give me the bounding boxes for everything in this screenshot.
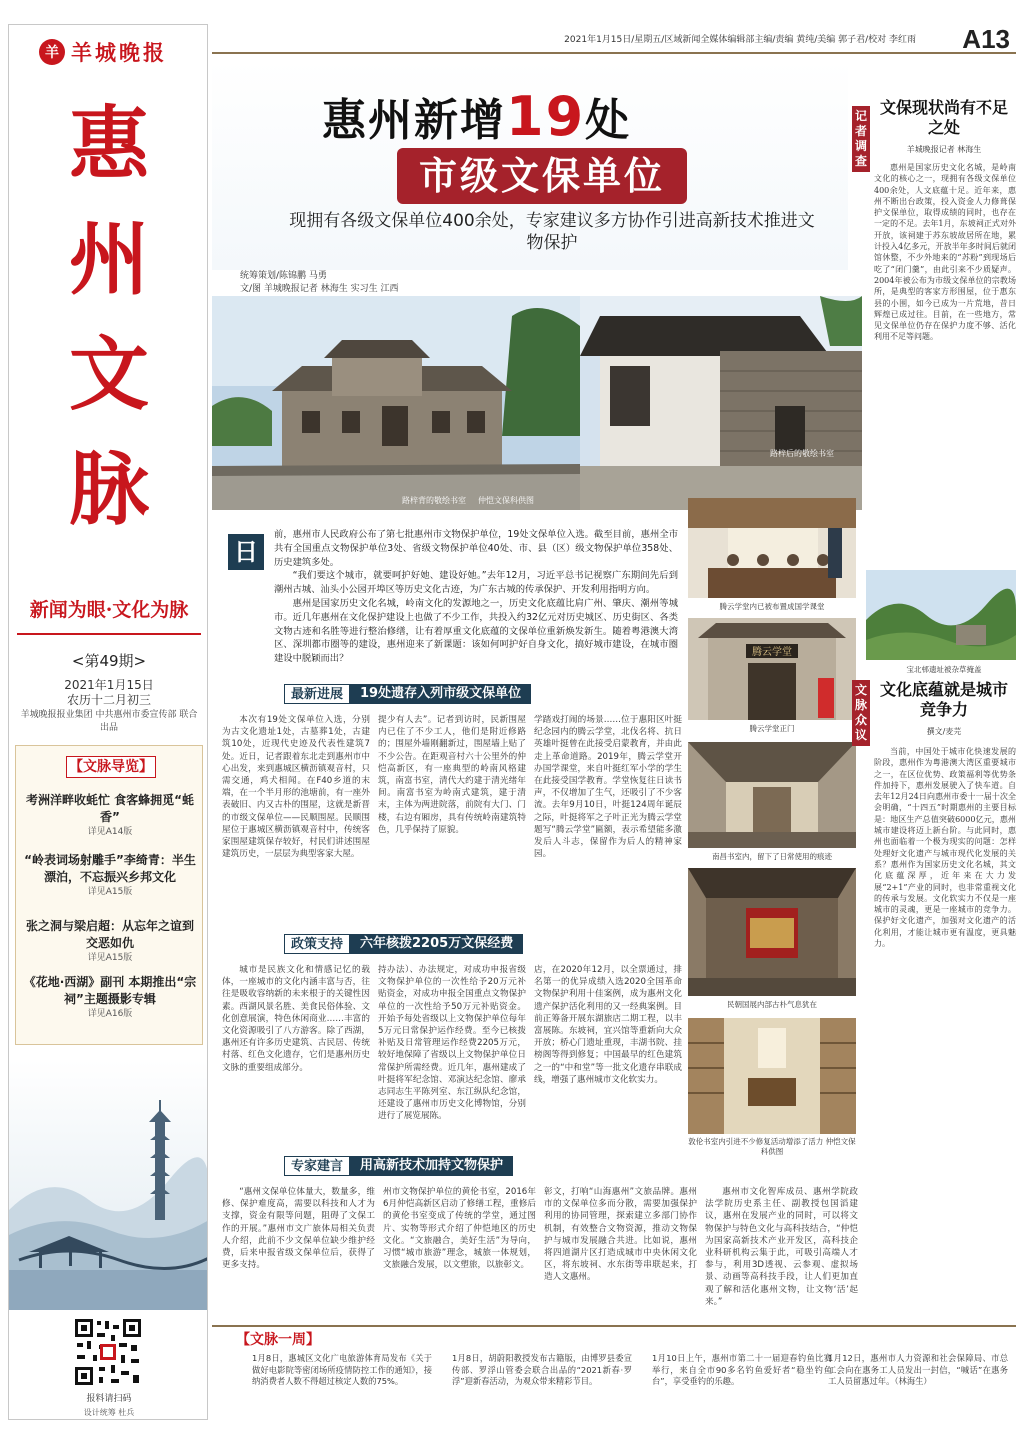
tag-char: 者 bbox=[854, 124, 867, 138]
tag-char: 记 bbox=[854, 109, 867, 123]
column-title-char: 州 bbox=[69, 212, 149, 306]
guide-item-title: 《花地·西湖》副刊 本期推出“宗祠”主题摄影专辑 bbox=[23, 975, 197, 1006]
divider bbox=[17, 633, 201, 635]
column-title-char: 惠 bbox=[69, 97, 149, 191]
tag-char: 众 bbox=[854, 713, 867, 727]
guide-item-title: “岭表词场射雕手”李绮青：半生漂泊，不忘振兴乡邦文化 bbox=[24, 853, 196, 884]
intro-paragraph: 惠州是国家历史文化名城，岭南文化的发源地之一，历史文化底蕴比肩广州、肇庆、潮州等城市。近几年惠州在文化保护建设上也做了不少工作，共投入约32亿元对历史城区、历史街区、各类文物古迹和名胜等进行整治修缮，让有着厚重文化底蕴的文保单位重新焕发新生。随着粤港澳大湾区、深圳都市圈等的建设，惠州迎来了新课题：该如何呵护好自身文化，搞好城市建设，在城市圈建设中脱颖而出？ bbox=[274, 597, 678, 665]
tag-cultural-discussion bbox=[852, 680, 870, 746]
photo-classroom bbox=[688, 498, 856, 598]
photo-caption: 南昌书室内，留下了日常使用的痕迹 bbox=[712, 852, 832, 861]
text-column: 城市是民族文化和情感记忆的载体，一座城市的文化内涵丰富与否，往往是吸收容纳新的未来根于的关键性因素。西湖风景名胜、美食民俗体验、文化创意展演，特色休闲商业……丰富的文化资源吸引了八方游客。除了西湖，惠州还有许多历史建筑、古民居、传统村落、红色文化遗存，它们是惠州历史文脉的重要组成部分。 bbox=[222, 965, 370, 1073]
tag-char: 调 bbox=[854, 139, 867, 153]
guide-item[interactable] bbox=[22, 918, 198, 965]
page-number: A13 bbox=[962, 24, 1010, 54]
guide-item[interactable] bbox=[22, 852, 198, 899]
section-title: 19处遗存入列市级文保单位 bbox=[350, 684, 531, 704]
week-item: 1月10日上午，惠州市第二十一届迎春钓鱼比赛举行，来自全市90多名钓鱼爱好者“稳坐钓鱼台”，享受垂钓的乐趣。 bbox=[652, 1353, 832, 1386]
designer-credit: 设计统筹 杜兵 bbox=[83, 1408, 135, 1417]
photo-caption: 腾云学堂内已被布置成国学课堂 bbox=[719, 602, 825, 611]
week-news-strip bbox=[212, 1325, 1016, 1421]
header-info: 2021年1月15日/星期五/区域新闻全媒体编辑部主编/责编 黄纯/美编 郭子君/校对 李红雨 bbox=[564, 35, 916, 45]
section-title: 六年核拨2205万文保经费 bbox=[350, 934, 523, 954]
guide-item-ref: 详见A15版 bbox=[87, 887, 133, 897]
subheadline: 现拥有各级文保单位400余处，专家建议多方协作引进高新技术推进文物保护 bbox=[289, 211, 815, 253]
section-tag: 政策支持 bbox=[284, 934, 350, 954]
photo-academy-gate bbox=[688, 618, 856, 720]
photo-caption: 路梓背的敬绘书室 bbox=[402, 496, 466, 505]
right-article-title: 文保现状尚有不足之处 bbox=[879, 98, 1008, 137]
text-column: 惠州市文化智库成员、惠州学院政法学院历史系主任、副教授包国滔建议，惠州在发展产业的同时，可以将文物保护与特色文化与高科技结合，“仲恺为国家高新技术产业开发区，高科技企业科研机构云集于此，可吸引高端人才参与，利用3D透视、云参观、虚拟场景、动画等高科技手段，让人们更加直观了解和活化惠州文物，让文物‘活’起来。” bbox=[705, 1187, 858, 1307]
photo-caption: 敦伦书室内引进不少修复活动增添了活力 仲恺文保科供图 bbox=[688, 1137, 856, 1156]
section-header bbox=[284, 1156, 513, 1176]
right-article-text: 惠州是国家历史文化名城，是岭南文化的核心之一，现拥有各级文保单位400余处，人文底蕴十足。近年来，惠州不断出台政策，投入资金人力修葺保护文保单位，取得成绩的同时，也存在一定的不足。去年1月，东坡祠正式对外开放，该祠建于苏东坡故居所在地，累计投入4亿多元，开放半年多时间后就闭馆休整，不少外地来的“苏粉”到现场后吃了“闭门羹”，由此引来不少质疑声。2004年被公布为市级文保单位的宗教场所，是典型的客家方形围屋，位于惠东县的小围，如今已成为一片荒地，昔日辉煌已成过往。目前，在一些地方，常见文保单位仍存在保护力度不够、活化利用不足等问题。 bbox=[874, 163, 1016, 342]
headline-number: 19 bbox=[506, 85, 586, 148]
section-body bbox=[222, 964, 682, 1148]
section-tag: 专家建言 bbox=[284, 1156, 350, 1176]
section-body bbox=[222, 1186, 858, 1318]
issue-number: <第49期> bbox=[71, 652, 147, 670]
tag-char: 脉 bbox=[854, 698, 867, 712]
photo-caption: 民朝国展内部古朴气息犹在 bbox=[727, 1000, 817, 1009]
main-photo-courtyard bbox=[580, 296, 862, 510]
tag-char: 文 bbox=[854, 683, 867, 697]
headline-highlight: 市级文保单位 bbox=[397, 148, 687, 204]
photo-caption: 宝北邨遗址被杂草掩盖 bbox=[906, 665, 982, 674]
qr-caption: 报料请扫码 bbox=[86, 1394, 132, 1404]
right-column bbox=[854, 90, 1016, 1430]
intro-lead bbox=[222, 526, 682, 676]
solar-date: 2021年1月15日 bbox=[64, 678, 154, 692]
guide-item-title: 考洲洋畔收蚝忙 食客蜂拥觅“蚝香” bbox=[25, 793, 195, 824]
section-tag: 最新进展 bbox=[284, 684, 350, 704]
guide-item-ref: 详见A15版 bbox=[87, 953, 133, 963]
guide-item-ref: 详见A16版 bbox=[87, 1009, 133, 1019]
headline-prefix: 惠州新增 bbox=[322, 95, 506, 146]
lunar-date: 农历十二月初三 bbox=[66, 693, 151, 707]
photo-caption: 腾云学堂正门 bbox=[749, 724, 795, 733]
academy-sign-text: 腾云学堂 bbox=[752, 647, 792, 658]
credit-planning: 统筹策划/陈锦鹏 马勇 bbox=[240, 271, 327, 281]
headline-main bbox=[322, 84, 631, 148]
week-item: 1月8日，惠城区文化广电旅游体育局发布《关于做好电影院等密闭场所疫情防控工作的通知》，接纳消费者人数不得超过核定人数的75%。 bbox=[252, 1353, 432, 1386]
logo-text: 羊城晚报 bbox=[71, 40, 167, 65]
tag-char: 议 bbox=[854, 728, 867, 742]
credit-text: 文/图 羊城晚报记者 林海生 实习生 江西 bbox=[240, 284, 399, 294]
masthead bbox=[8, 24, 208, 1420]
issue-date bbox=[9, 678, 208, 708]
photo-overgrown-site bbox=[866, 570, 1016, 660]
text-column: 彰文，打响“山海惠州”文旅品牌。惠州市的文保单位多而分散，需要加强保护利用的协同管理，探索建立多部门协作机制，有效整合文物资源，推动文物保护与城市发展融合共进。比如说，惠州将四道湖片区打造成城市中央休闲文化区，将东坡祠、水东街等串联起来，打造人文惠州。 bbox=[544, 1187, 697, 1283]
column-title-char: 脉 bbox=[69, 442, 149, 536]
photo-study-hall bbox=[688, 742, 856, 848]
right-article-title: 文化底蕴就是城市竞争力 bbox=[879, 680, 1008, 719]
text-column: 学踏戏打闹的场景……位于惠阳区叶挺纪念园内的腾云学堂，北伐名将、抗日英雄叶挺曾在此接受启蒙教育，并由此走上革命道路。2019年，腾云学堂开办国学课堂，来自叶挺红军小学的学生在此接受国学教育。学堂恢复往日读书声，不仅增加了生气，还吸引了不少客流。去年9月10日，叶挺124周年诞辰之际，叶挺将军之子叶正光为腾云学堂题写“腾云学堂”匾额，表示希望能多激发后人斗志，保留作为后人的精神家园。 bbox=[534, 715, 682, 860]
right-article-byline: 羊城晚报记者 林海生 bbox=[906, 145, 982, 154]
qr-code-image[interactable] bbox=[73, 1317, 143, 1387]
guide-item[interactable] bbox=[22, 974, 198, 1021]
section-title: 用高新技术加持文物保护 bbox=[350, 1156, 513, 1176]
column-title-char: 文 bbox=[69, 327, 149, 421]
photo-ancestral-hall bbox=[688, 868, 856, 996]
intro-paragraph: “我们要这个城市，就要呵护好她、建设好她。”去年12月，习近平总书记视察广东期间先后到潮州古城、汕头小公园开埠区等历史文化古迹，为广东古城的传承保护、开发利用指明方向。 bbox=[274, 570, 678, 596]
text-column: 本次有19处文保单位入选，分别为古文化遗址1处，古墓葬1处，古建筑10处，近现代史迹及代表性建筑7处。近日，记者跟着东北走到惠州市中心出发，来到惠城区横沥镇观音村，只需交通，鸡犬相闻。在F40乡道的末端，在一个半月形的池塘前，有一座外表破旧、内又古朴的围屋，这就是新晋的市级文保单位——民顺围屋。民顺围屋位于惠城区横沥镇观音村中，传统客家围屋建筑保存较好，村民们讲述围屋建筑历史，一层层为典型客家大屋。 bbox=[222, 715, 370, 860]
photo-library-room bbox=[688, 1018, 856, 1134]
right-article-byline: 撰文/麦芫 bbox=[926, 727, 962, 736]
headline-area bbox=[212, 60, 848, 294]
tag-char: 查 bbox=[854, 154, 867, 168]
page-header bbox=[212, 24, 1016, 54]
credits bbox=[240, 270, 398, 296]
main-photo-old-building bbox=[212, 296, 580, 510]
intro-text bbox=[274, 528, 678, 666]
week-heading: 【文脉一周】 bbox=[236, 1332, 320, 1348]
pagoda-landscape-illustration bbox=[9, 1060, 208, 1310]
section-header bbox=[284, 934, 523, 954]
section-header bbox=[284, 684, 531, 704]
newspaper-logo bbox=[39, 35, 167, 69]
column-slogan: 新闻为眼·文化为脉 bbox=[29, 599, 189, 621]
guide-item-title: 张之洞与梁启超：从忘年之谊到交恶如仇 bbox=[25, 919, 194, 950]
right-article-text: 当前，中国处于城市化快速发展的阶段，惠州作为粤港澳大湾区重要城市之一，在区位优势、政策福利等优势条件加持下，惠州发展驶入了快车道。自去年12月24日向惠州市委十一届十次全会明确，“十四五”时期惠州的主要目标是：地区生产总值突破6000亿元，惠州城市建设将迈上新台阶。与此同时，惠州也面临着一个极为现实的问题：怎样处理好文化遗产与城市现代化发展的关系？惠州作为国家历史文化名城，其文化底蕴深厚，近年来在大力发展“2+1”产业的同时，也非常重视文化的传承与发展。文化软实力不仅是一座城市的灵魂，更是一座城市的竞争力。保护好文化遗产，加强对文化遗产的活化利用，才能让城市更有温度，更具魅力。 bbox=[874, 747, 1016, 949]
intro-paragraph: 前，惠州市人民政府公布了第七批惠州市文物保护单位，19处文保单位入选。截至目前，惠州全市共有全国重点文物保护单位3处、省级文物保护单位40处、市、县（区）级文物保护单位358处、历史建筑多处。 bbox=[274, 529, 678, 568]
section-body bbox=[222, 714, 682, 926]
logo-mark: 羊 bbox=[39, 39, 65, 65]
text-column: 州市文物保护单位的黄伦书室，2016年6月仲恺高新区启动了修缮工程，重修后的黄伦书室变成了传统的学堂，通过图片、实物等形式介绍了仲恺地区的历史文化。“文旅融合，美好生活”为导向，习惯“城市旅游”理念，城旅一体规划，文旅融合发展，以文塑旅，以旅彰文。 bbox=[383, 1187, 536, 1271]
photo-caption: 路梓后的敬绘书室 bbox=[770, 449, 834, 458]
headline-suffix: 处 bbox=[585, 95, 632, 146]
guide-item-ref: 详见A14版 bbox=[87, 827, 133, 837]
text-column: “惠州文保单位体量大，数量多，维修、保护难度高，需要以科技和人才为支撑，资金有限等问题，阻碍了文保工作的开展。”惠州市文广旅体局相关负责人介绍，此前不少文保单位缺少维护经费，后来申报省级文保单位后，获得了更多支持。 bbox=[222, 1187, 375, 1271]
publisher: 羊城晚报报业集团 中共惠州市委宣传部 联合出品 bbox=[20, 710, 198, 733]
guide-item[interactable] bbox=[22, 792, 198, 839]
text-column: 持办法）、办法规定，对成功申报省级文物保护单位的一次性给予20万元补贴资金，对成功申报全国重点文物保护单位的一次性给予50万元补贴资金。开始予每处省级以上文物保护单位每年5万元日常保护运作经费。至今已核拨补贴及日常管理运作经费2205万元，较好地保障了省级以上文物保护单位日常保护所需经费。近几年，惠州建成了叶挺将军纪念馆、邓演达纪念馆、廖承志同志生平陈列室、东江纵队纪念馆，还建设了惠州市历史文化博物馆，分别进行了展览展陈。 bbox=[378, 965, 526, 1122]
guide-heading: 【文脉导览】 bbox=[66, 756, 156, 778]
week-item: 1月8日，胡蔚阳教授发布古籍版，由博罗县委宣传部、罗浮山管委会联合出品的“2021新春·罗浮”迎新春活动，为观众带来精彩节目。 bbox=[452, 1353, 632, 1386]
text-column: 店，在2020年12月，以全票通过，排名第一的优异成绩入选2020全国革命文物保护利用十佳案例，成为惠州文化遗产保护活化利用的又一经典案例。目前正筹备开展东湖旅店二期工程，以丰富展陈。东坡祠，宜兴馆等重新向大众开放；桥心门遗址重现，丰湖书院、挂榜阁等得到修复；中国最早的红色建筑之一的“中和堂”等一批文化遗存串联成线，增强了惠州城市文化软实力。 bbox=[534, 965, 682, 1085]
guide-box bbox=[15, 745, 203, 1045]
photo-credit: 仲恺文保科供图 bbox=[478, 496, 534, 505]
drop-cap: 日 bbox=[228, 534, 264, 570]
column-title bbox=[9, 87, 208, 547]
tag-reporter-investigation bbox=[852, 106, 870, 172]
week-item: 1月12日，惠州市人力资源和社会保障局、市总工会向在惠务工人员发出一封信，“喊话”在惠务工人员留惠过年。（林海生） bbox=[828, 1353, 1008, 1386]
text-column: 提少有人去”。记者到访时，民新围屋内已住了不少工人，他们是附近修路的；围屋外墙刚翻新过，围屋墙上贴了不少公告。在距观音村六十公里外的仲恺高新区，有一座典型的岭南风格建筑，南富书室，清代大约建于清光绪年间。南富书室为岭南式建筑，建于清末，主体为两进院落，前院有大门、门楼，右边有厢房，具有传统岭南建筑特色，几乎保持了原貌。 bbox=[378, 715, 526, 835]
